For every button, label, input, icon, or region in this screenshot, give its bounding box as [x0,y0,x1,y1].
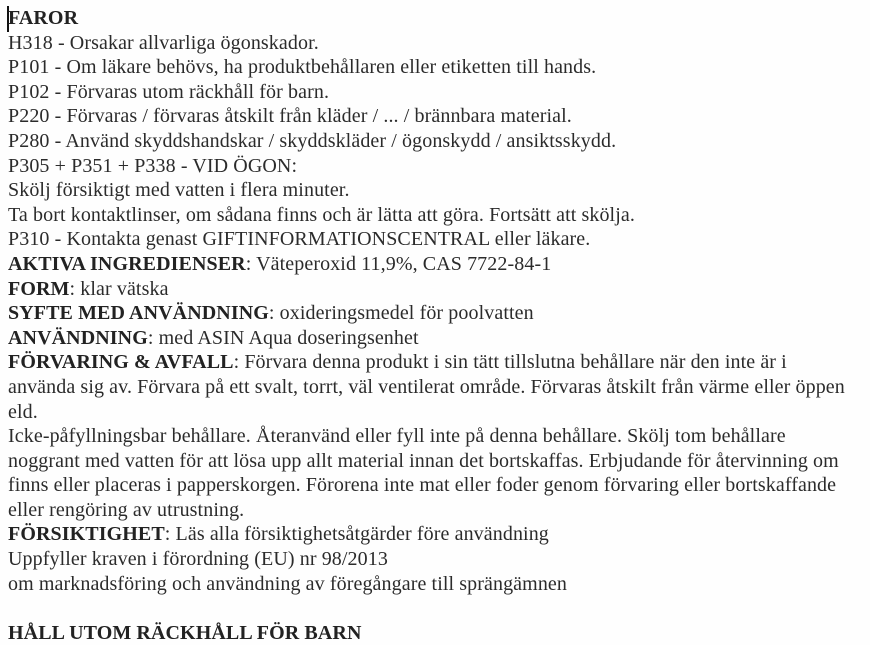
text-segment-bold: SYFTE MED ANVÄNDNING [8,302,269,325]
text-segment: : med ASIN Aqua doseringsenhet [147,326,419,349]
text-line [8,350,868,375]
text-segment-bold: FAROR [8,7,79,29]
document-text-body[interactable] [8,6,868,645]
text-line [8,621,868,645]
text-segment: Icke-påfyllningsbar behållare. Återanvänd eller fyll inte på denna behållare. Skölj tom behållare [8,425,786,448]
text-line [8,301,868,326]
text-segment: P101 - Om läkare behövs, ha produktbehållaren eller etiketten till hands. [8,56,597,79]
text-line [8,80,868,105]
text-segment: P305 + P351 + P338 - VID ÖGON: [8,154,298,177]
text-segment-bold: FÖRSIKTIGHET [8,523,165,546]
text-line [8,449,868,474]
text-line [8,227,868,252]
text-segment: : Väteperoxid 11,9%, CAS 7722-84-1 [245,252,552,275]
text-line [8,277,868,302]
text-segment: P310 - Kontakta genast GIFTINFORMATIONSCENTRAL eller läkare. [8,228,591,251]
text-segment: P102 - Förvaras utom räckhåll för barn. [8,80,330,103]
text-line [8,252,868,277]
text-segment: : oxideringsmedel för poolvatten [268,302,534,325]
text-line [8,473,868,498]
text-line [8,31,868,56]
text-segment: : klar vätska [69,277,169,300]
text-segment-bold: AKTIVA INGREDIENSER [8,252,246,275]
text-line [8,547,868,572]
text-segment: P280 - Använd skyddshandskar / skyddskläder / ögonskydd / ansiktsskydd. [8,129,617,152]
text-segment-bold: HÅLL UTOM RÄCKHÅLL FÖR BARN [8,621,362,644]
text-segment: P220 - Förvaras / förvaras åtskilt från kläder / ... / brännbara material. [8,105,572,128]
text-line [8,498,868,523]
text-segment: om marknadsföring och användning av föregångare till sprängämnen [8,572,567,595]
text-line [8,424,868,449]
text-segment: : Läs alla försiktighetsåtgärder före användning [164,523,549,546]
text-line [8,154,868,179]
text-segment: finns eller placeras i papperskorgen. Förorena inte mat eller foder genom förvaring eller bortskaffande [8,474,837,497]
text-line [8,326,868,351]
text-line [8,596,868,621]
text-segment-bold: ANVÄNDNING [8,326,148,349]
text-segment-bold: FORM [8,277,70,300]
text-line [8,178,868,203]
text-line [8,522,868,547]
text-line [8,6,868,31]
text-line [8,572,868,597]
text-segment: : Förvara denna produkt i sin tätt tillslutna behållare när den inte är i [233,351,787,374]
text-line [8,104,868,129]
text-segment-bold: FÖRVARING & AVFALL [8,351,234,374]
text-segment: noggrant med vatten för att lösa upp allt material innan det bortskaffas. Erbjudande för återvinning om [8,449,839,472]
text-segment: Uppfyller kraven i förordning (EU) nr 98/2013 [8,548,388,571]
text-segment: Ta bort kontaktlinser, om sådana finns och är lätta att göra. Fortsätt att skölja. [8,203,635,226]
text-line [8,129,868,154]
text-segment: eller rengöring av utrustning. [8,498,245,521]
text-line [8,55,868,80]
text-line [8,203,868,228]
text-segment: använda sig av. Förvara på ett svalt, torrt, väl ventilerat område. Förvaras åtskilt från värme eller öppen eld. [8,375,850,423]
text-segment: Skölj försiktigt med vatten i flera minuter. [8,179,350,202]
text-line [8,375,868,424]
text-segment: H318 - Orsakar allvarliga ögonskador. [8,31,319,54]
